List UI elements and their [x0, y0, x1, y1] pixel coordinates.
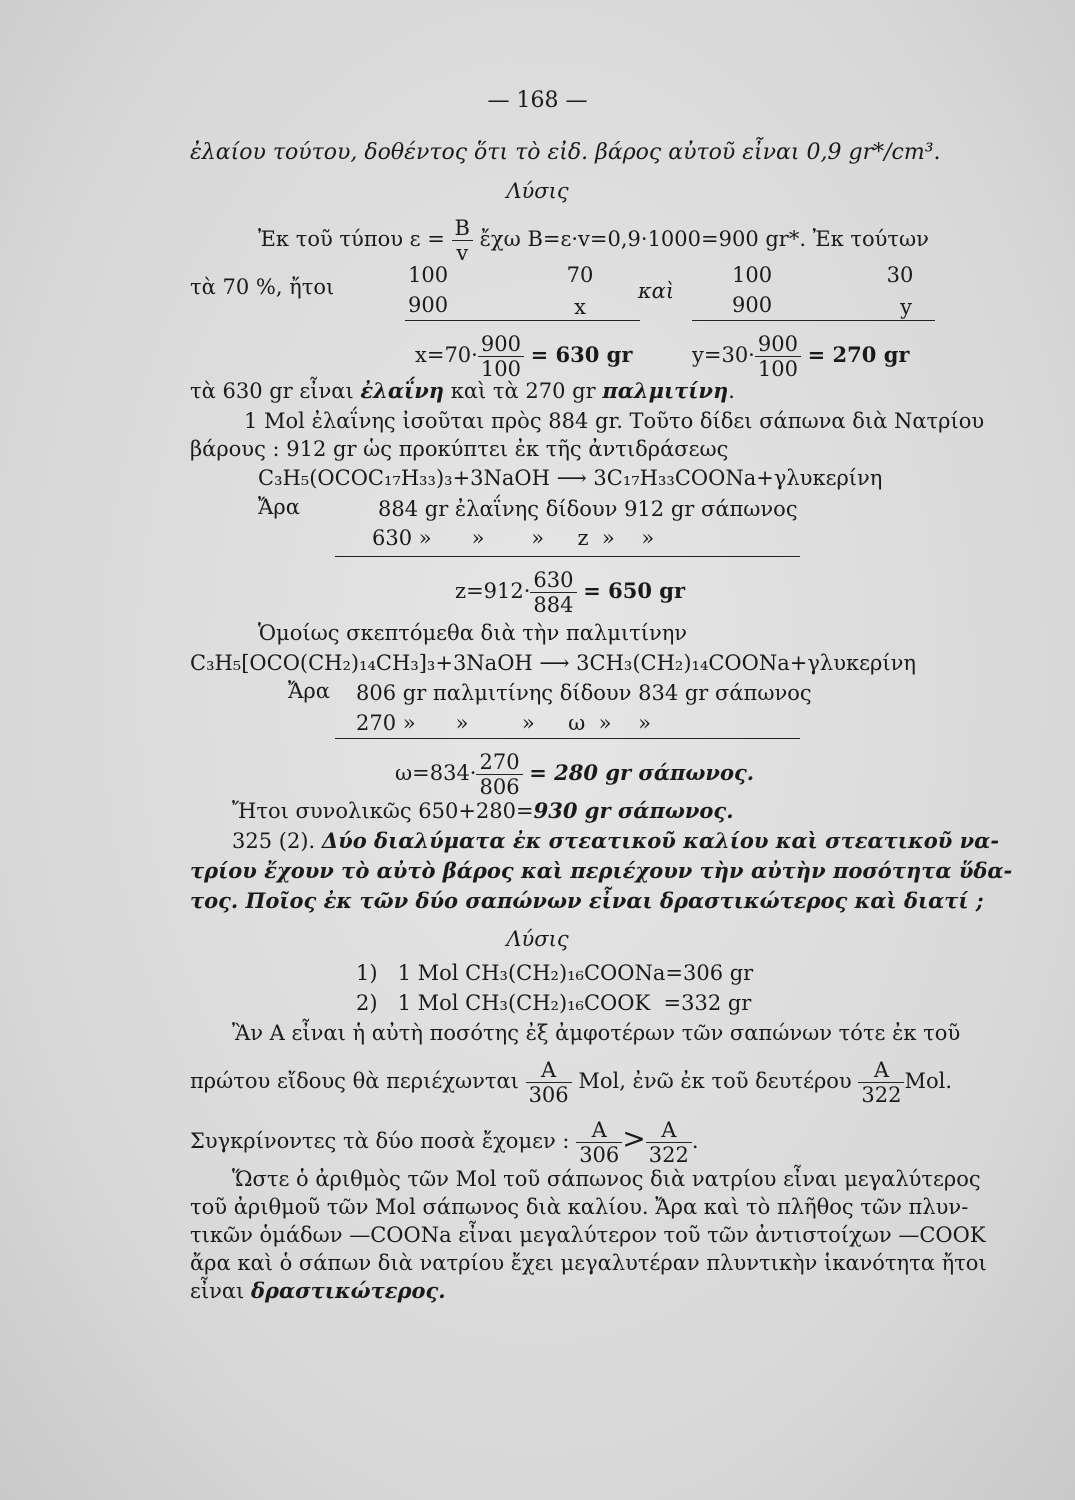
conclusion-5a: εἶναι — [190, 1279, 245, 1303]
compare-fraction-1 — [576, 1118, 622, 1167]
formula-pre: Ἐκ τοῦ τύπου ε = — [258, 227, 445, 251]
y-den: 100 — [757, 357, 798, 381]
result-elaini: ἐλαΐνη — [360, 378, 445, 403]
solution-heading-2: Λύσις — [506, 927, 569, 951]
conclusion-4: ἄρα καὶ ὁ σάπων διὰ νατρίου ἔχει μεγαλυτέραν πλυντικὴν ἱκανότητα ἤτοι — [190, 1251, 987, 1275]
similar-line: Ὁμοίως σκεπτόμεθα διὰ τὴν παλμιτίνην — [258, 621, 688, 645]
ara-1: Ἄρα — [258, 495, 300, 519]
and-word: καὶ — [637, 279, 675, 303]
problem-text-1: Δύο διαλύματα ἐκ στεατικοῦ καλίου καὶ στεατικοῦ να- — [321, 828, 1000, 853]
proportion-2-line1: 806 gr παλμιτίνης δίδουν 834 gr σάπωνος — [356, 681, 812, 705]
result-b: καὶ τὰ 270 gr — [450, 379, 596, 403]
y-num: 900 — [755, 332, 801, 357]
x-equation — [415, 332, 632, 381]
mol-line: 1 Mol ἐλαΐνης ἰσοῦται πρὸς 884 gr. Τοῦτο δίδει σάπωνα διὰ Νατρίου — [244, 409, 985, 433]
left-proportion-rule — [405, 320, 640, 321]
left-bot-b: x — [574, 295, 586, 319]
x-num: 900 — [478, 332, 524, 357]
first-kind: πρώτου εἴδους θὰ περιέχωνται — [190, 1069, 519, 1093]
fa-num: A — [526, 1058, 572, 1083]
left-top-b: 70 — [566, 263, 594, 287]
problem-325-line1 — [232, 828, 999, 854]
left-top-a: 100 — [408, 263, 449, 287]
conclusion-5 — [190, 1278, 446, 1304]
conclusion-1: Ὥστε ὁ ἀριθμὸς τῶν Mol τοῦ σάπωνος διὰ νατρίου εἶναι μεγαλύτερος — [232, 1167, 981, 1191]
y-result: = 270 gr — [807, 342, 910, 367]
z-den: 884 — [533, 593, 574, 617]
x-pre: x=70· — [415, 343, 478, 367]
w-den: 806 — [479, 775, 520, 799]
total-pre: Ἤτοι συνολικῶς 650+280= — [232, 799, 534, 823]
w-result: = 280 gr σάπωνος. — [529, 760, 755, 785]
compare-text: Συγκρίνοντες τὰ δύο ποσὰ ἔχομεν : — [190, 1129, 570, 1153]
x-result: = 630 gr — [530, 342, 633, 367]
mid-text: Mol, ἐνῶ ἐκ τοῦ δευτέρου — [578, 1069, 852, 1093]
y-equation — [692, 332, 909, 381]
result-a: τὰ 630 gr εἶναι — [190, 379, 354, 403]
proportion-1-rule — [335, 556, 800, 557]
conclusion-3: τικῶν ὁμάδων —COONa εἶναι μεγαλύτερον τοῦ τῶν ἀντιστοίχων —COOK — [190, 1223, 986, 1247]
density-fraction — [452, 216, 473, 265]
z-fraction — [530, 568, 576, 617]
problem-number: 325 (2). — [232, 829, 316, 853]
c1-num: A — [576, 1118, 622, 1143]
problem-325-line2: τρίου ἔχουν τὸ αὐτὸ βάρος καὶ περιέχουν τὴν αὐτὴν ποσότητα ὕδα- — [190, 858, 1013, 883]
problem-325-line3: τος. Ποῖος ἐκ τῶν δύο σαπώνων εἶναι δραστικώτερος καὶ διατί ; — [190, 888, 984, 913]
page-number: — 168 — — [487, 88, 588, 113]
c1-den: 306 — [579, 1143, 620, 1167]
conclusion-5b: δραστικώτερος. — [250, 1278, 446, 1303]
if-line: Ἂν A εἶναι ἡ αὐτὴ ποσότης ἐξ ἀμφοτέρων τῶν σαπώνων τότε ἐκ τοῦ — [232, 1021, 961, 1045]
frac-den: v — [456, 241, 469, 265]
c2-den: 322 — [648, 1143, 689, 1167]
reaction-1: C₃H₅(OCOC₁₇H₃₃)₃+3NaOH ⟶ 3C₁₇H₃₃COONa+γλυκερίνη — [258, 466, 883, 490]
proportion-1-line1: 884 gr ἐλαΐνης δίδουν 912 gr σάπωνος — [378, 497, 798, 521]
item-1: 1) 1 Mol CH₃(CH₂)₁₆COONa=306 gr — [356, 961, 754, 985]
right-top-a: 100 — [732, 263, 773, 287]
x-fraction — [478, 332, 524, 381]
mol-end: Mol. — [904, 1069, 953, 1093]
total-line — [232, 798, 734, 824]
result-palm: παλμιτίνη — [602, 378, 729, 403]
greater-than: > — [622, 1122, 646, 1155]
formula-post: ἔχω B=ε·v=0,9·1000=900 gr*. Ἐκ τούτων — [479, 227, 929, 251]
solution-heading-1: Λύσις — [506, 179, 569, 203]
reaction-2: C₃H₅[OCO(CH₂)₁₄CH₃]₃+3NaOH ⟶ 3CH₃(CH₂)₁₄COONa+γλυκερίνη — [190, 651, 916, 675]
c2-num: A — [646, 1118, 692, 1143]
right-proportion-rule — [692, 320, 935, 321]
proportion-2-rule — [335, 738, 800, 739]
compare-fraction-2 — [646, 1118, 692, 1167]
proportion-1-line2: 630 » » » z » » — [372, 526, 655, 550]
percent-label: τὰ 70 %, ἤτοι — [190, 275, 335, 299]
w-pre: ω=834· — [395, 761, 477, 785]
result-end: . — [728, 379, 735, 403]
compare-line — [190, 1118, 699, 1167]
result-line — [190, 378, 735, 404]
z-num: 630 — [530, 568, 576, 593]
right-bot-a: 900 — [732, 293, 773, 317]
right-top-b: 30 — [886, 263, 914, 287]
frac-num: B — [452, 216, 473, 241]
z-pre: z=912· — [455, 579, 531, 603]
compare-end: . — [691, 1129, 699, 1153]
fb-num: A — [858, 1058, 904, 1083]
w-equation — [395, 750, 754, 799]
y-pre: y=30· — [692, 343, 755, 367]
first-kind-line — [190, 1058, 952, 1107]
z-equation — [455, 568, 685, 617]
z-result: = 650 gr — [583, 578, 686, 603]
fraction-a-306 — [526, 1058, 572, 1107]
left-bot-a: 900 — [408, 293, 449, 317]
intro-line: ἐλαίου τούτου, δοθέντος ὅτι τὸ εἰδ. βάρος αὐτοῦ εἶναι 0,9 gr*/cm³. — [190, 140, 941, 165]
item-2: 2) 1 Mol CH₃(CH₂)₁₆COOK =332 gr — [356, 991, 752, 1015]
fb-den: 322 — [861, 1083, 902, 1107]
formula-line — [258, 216, 929, 265]
proportion-2-line2: 270 » » » ω » » — [356, 711, 652, 735]
conclusion-2: τοῦ ἀριθμοῦ τῶν Mol σάπωνος διὰ καλίου. Ἄρα καὶ τὸ πλῆθος τῶν πλυν- — [190, 1195, 969, 1219]
fraction-a-322 — [858, 1058, 904, 1107]
x-den: 100 — [480, 357, 521, 381]
w-fraction — [476, 750, 522, 799]
ara-2: Ἄρα — [288, 679, 330, 703]
weight-line: βάρους : 912 gr ὡς προκύπτει ἐκ τῆς ἀντιδράσεως — [190, 437, 729, 461]
y-fraction — [755, 332, 801, 381]
fa-den: 306 — [528, 1083, 569, 1107]
w-num: 270 — [476, 750, 522, 775]
right-bot-b: y — [900, 295, 912, 319]
total-result: 930 gr σάπωνος. — [533, 798, 734, 823]
